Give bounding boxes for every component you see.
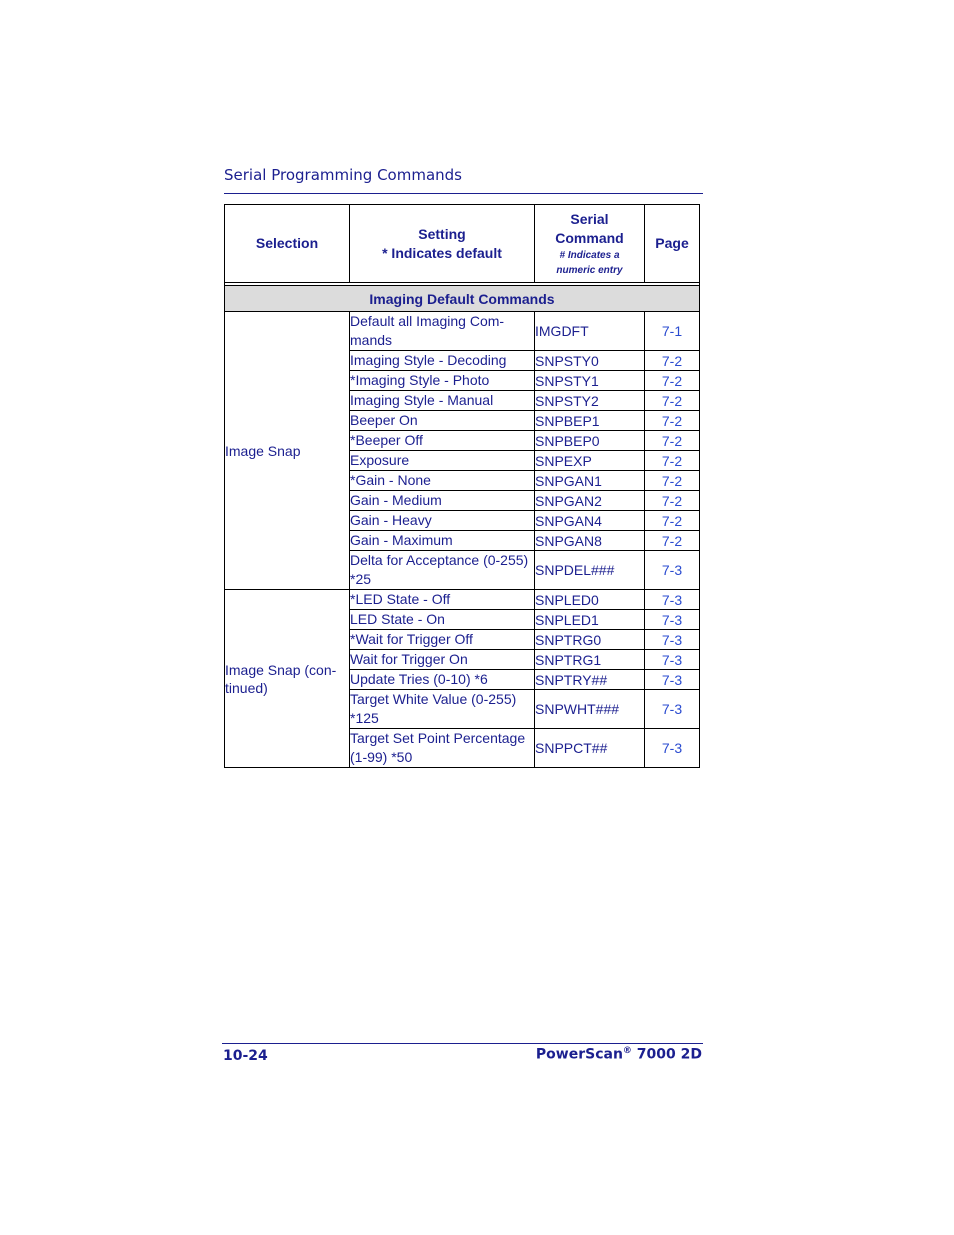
page-link[interactable]: 7-2 — [645, 371, 700, 391]
page-link[interactable]: 7-2 — [645, 531, 700, 551]
column-header-page: Page — [645, 205, 700, 283]
serial-command-cell: SNPWHT### — [535, 690, 645, 729]
setting-cell: *Gain - None — [350, 471, 535, 491]
setting-cell: Gain - Maximum — [350, 531, 535, 551]
serial-command-cell: SNPGAN1 — [535, 471, 645, 491]
serial-command-cell: SNPLED0 — [535, 590, 645, 610]
page-link[interactable]: 7-3 — [645, 650, 700, 670]
page-link[interactable]: 7-2 — [645, 511, 700, 531]
page-link[interactable]: 7-2 — [645, 471, 700, 491]
setting-cell: Target Set Point Percentage (1-99) *50 — [350, 729, 535, 768]
setting-cell: *Imaging Style - Photo — [350, 371, 535, 391]
table-row — [225, 590, 700, 610]
page-link[interactable]: 7-2 — [645, 351, 700, 371]
setting-cell: Default all Imaging Com-mands — [350, 312, 535, 351]
product-title: PowerScan® 7000 2D — [535, 1046, 702, 1063]
table-row — [225, 312, 700, 351]
serial-command-cell: SNPSTY2 — [535, 391, 645, 411]
serial-command-cell: SNPDEL### — [535, 551, 645, 590]
column-header-selection: Selection — [225, 205, 350, 283]
page-link[interactable]: 7-3 — [645, 590, 700, 610]
numeric-entry-note: # Indicates a numeric entry — [556, 249, 623, 276]
serial-command-cell: SNPGAN2 — [535, 491, 645, 511]
page-link[interactable]: 7-2 — [645, 411, 700, 431]
serial-command-cell: SNPBEP1 — [535, 411, 645, 431]
table-header-row — [225, 205, 700, 283]
page-link[interactable]: 7-2 — [645, 491, 700, 511]
serial-command-cell: SNPLED1 — [535, 610, 645, 630]
setting-cell: Update Tries (0-10) *6 — [350, 670, 535, 690]
column-header-serial-command: Serial Command # Indicates a numeric entry — [535, 205, 645, 283]
serial-command-cell: SNPGAN4 — [535, 511, 645, 531]
page-link[interactable]: 7-3 — [645, 610, 700, 630]
serial-command-cell: SNPSTY1 — [535, 371, 645, 391]
serial-commands-table — [224, 204, 700, 768]
serial-command-cell: IMGDFT — [535, 312, 645, 351]
setting-cell: Imaging Style - Decoding — [350, 351, 535, 371]
section-title: Imaging Default Commands — [225, 286, 700, 312]
setting-cell: Beeper On — [350, 411, 535, 431]
serial-command-cell: SNPPCT## — [535, 729, 645, 768]
serial-command-cell: SNPEXP — [535, 451, 645, 471]
setting-cell: Gain - Medium — [350, 491, 535, 511]
page-link[interactable]: 7-3 — [645, 690, 700, 729]
setting-cell: Delta for Acceptance (0-255) *25 — [350, 551, 535, 590]
setting-cell: Gain - Heavy — [350, 511, 535, 531]
setting-cell: Exposure — [350, 451, 535, 471]
serial-command-cell: SNPTRG1 — [535, 650, 645, 670]
page-link[interactable]: 7-3 — [645, 630, 700, 650]
serial-command-cell: SNPSTY0 — [535, 351, 645, 371]
serial-command-cell: SNPTRG0 — [535, 630, 645, 650]
setting-cell: *Beeper Off — [350, 431, 535, 451]
setting-cell: Imaging Style - Manual — [350, 391, 535, 411]
page-link[interactable]: 7-3 — [645, 670, 700, 690]
page-number: 10-24 — [223, 1048, 268, 1064]
footer-divider — [222, 1043, 703, 1044]
setting-cell: *LED State - Off — [350, 590, 535, 610]
serial-command-cell: SNPTRY## — [535, 670, 645, 690]
serial-command-cell: SNPGAN8 — [535, 531, 645, 551]
page-link[interactable]: 7-3 — [645, 551, 700, 590]
setting-cell: Target White Value (0-255) *125 — [350, 690, 535, 729]
selection-cell: Image Snap — [225, 312, 350, 590]
page-link[interactable]: 7-2 — [645, 391, 700, 411]
header-divider — [224, 193, 703, 194]
serial-command-cell: SNPBEP0 — [535, 431, 645, 451]
setting-cell: *Wait for Trigger Off — [350, 630, 535, 650]
setting-cell: LED State - On — [350, 610, 535, 630]
page-link[interactable]: 7-3 — [645, 729, 700, 768]
column-header-setting: Setting * Indicates default — [350, 205, 535, 283]
selection-cell: Image Snap (con-tinued) — [225, 590, 350, 768]
setting-cell: Wait for Trigger On — [350, 650, 535, 670]
page-link[interactable]: 7-2 — [645, 451, 700, 471]
page-header-title: Serial Programming Commands — [224, 166, 462, 184]
page-link[interactable]: 7-2 — [645, 431, 700, 451]
page-link[interactable]: 7-1 — [645, 312, 700, 351]
